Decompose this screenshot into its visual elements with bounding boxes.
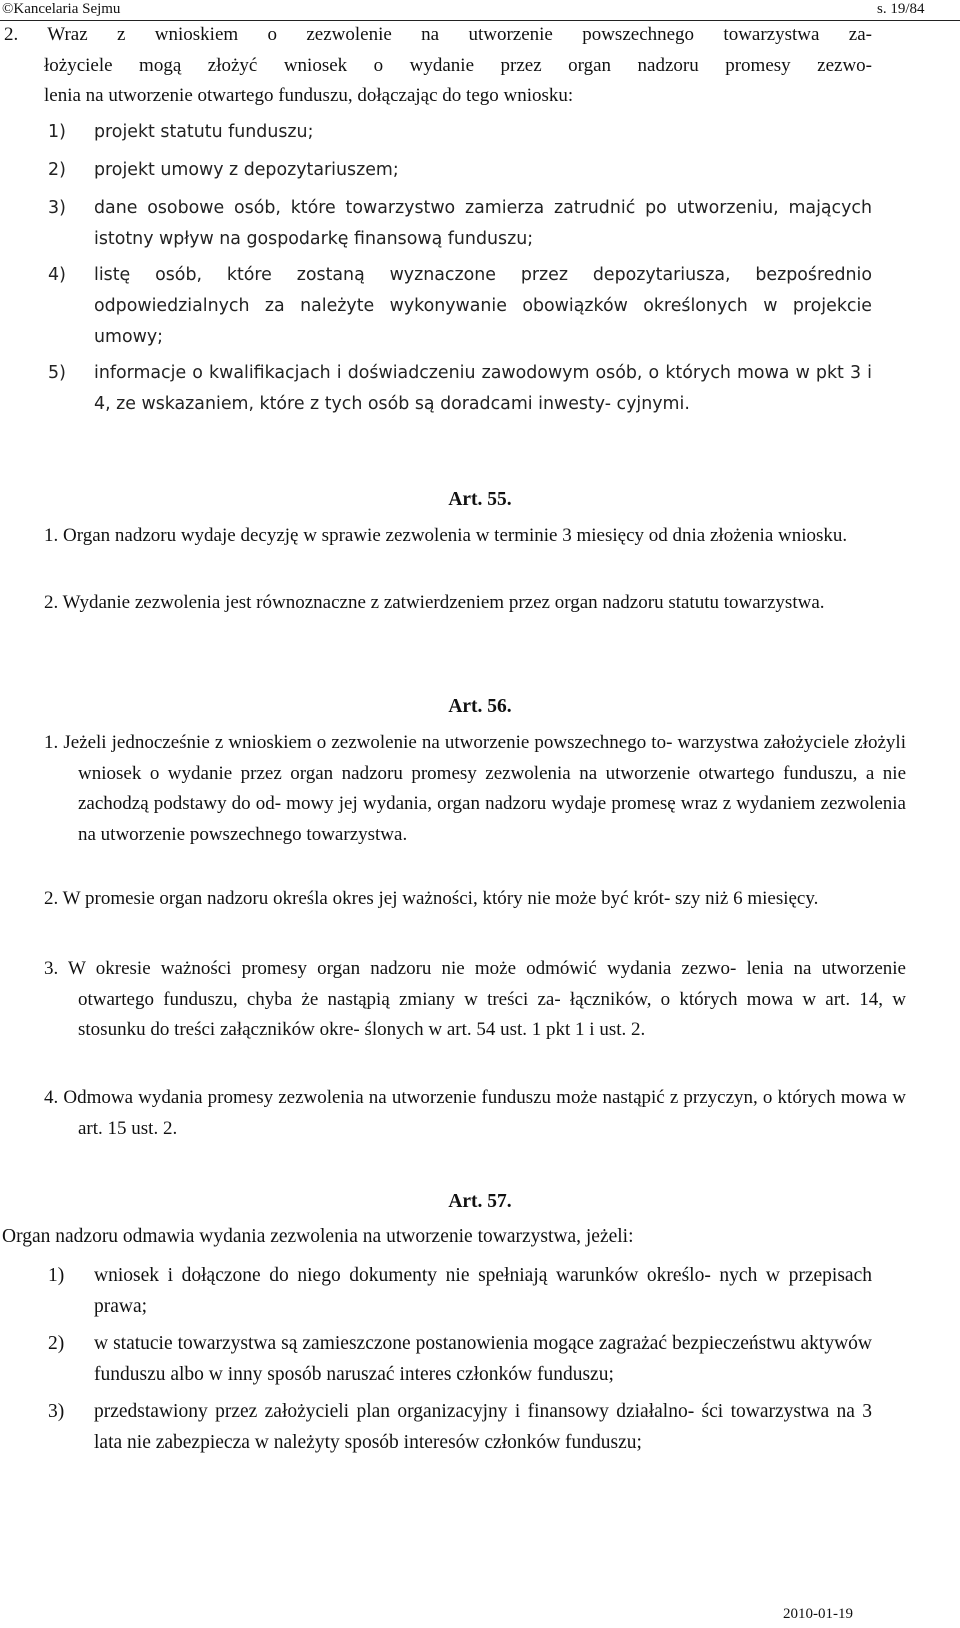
list-item: 2) projekt umowy z depozytariuszem; (48, 160, 399, 180)
list-item: 5) informacje o kwalifikacjach i doświadczeniu zawodowym osób, o których mowa w pkt 3 i 4, ze wskazaniem, które z tych osób są doradcami inwesty- cyjnymi. (48, 363, 872, 414)
list-item: 3) przedstawiony przez założycieli plan organizacyjny i finansowy działalno- ści towarzystwa na 3 lata nie zabezpiecza w należyty sposób interesów członków funduszu; (48, 1401, 872, 1453)
list-item: 2) w statucie towarzystwa są zamieszczone postanowienia mogące zagrażać bezpieczeństwu aktywów funduszu albo w inny sposób naruszać interes członków funduszu; (48, 1333, 872, 1385)
list-item: 1) projekt statutu funduszu; (48, 122, 314, 142)
list-item: 4) listę osób, które zostaną wyznaczone przez depozytariusza, bezpośrednio odpowiedzialnych za należyte wykonywanie obowiązków określonych w projekcie umowy; (48, 265, 872, 347)
art56-paragraph-2: 2. W promesie organ nadzoru określa okres jej ważności, który nie może być krót- szy niż 6 miesięcy. (44, 888, 819, 909)
intro-line-3: lenia na utworzenie otwartego funduszu, dołączając do tego wniosku: (44, 85, 574, 107)
art56-paragraph-1: 1. Jeżeli jednocześnie z wnioskiem o zezwolenie na utworzenie powszechnego to- warzystwa założyciele złożyli wniosek o wydanie przez organ nadzoru promesy zezwolenia na utworzenie otwartego funduszu, a nie zachodzą podstawy do od- mowy jej wydania, organ nadzoru wydaje promesę wraz z wydaniem zezwolenia na utworzenie powszechnego towarzystwa. (44, 732, 906, 845)
refusal-conditions-list (48, 1260, 872, 1458)
attachments-list (48, 117, 872, 420)
art55-paragraph-2: 2. Wydanie zezwolenia jest równoznaczne z zatwierdzeniem przez organ nadzoru statutu towarzystwa. (44, 592, 825, 613)
list-item: 1) wniosek i dołączone do niego dokumenty nie spełniają warunków określo- nych w przepisach prawa; (48, 1265, 872, 1317)
article-heading: Art. 57. (448, 1191, 512, 1212)
art57-lead: Organ nadzoru odmawia wydania zezwolenia na utworzenie towarzystwa, jeżeli: (2, 1226, 634, 1247)
art56-paragraph-4: 4. Odmowa wydania promesy zezwolenia na utworzenie funduszu może nastąpić z przyczyn, o których mowa w art. 15 ust. 2. (44, 1087, 906, 1139)
paragraph-number: 2. (4, 24, 19, 45)
art56-paragraph-3: 3. W okresie ważności promesy organ nadzoru nie może odmówić wydania zezwo- lenia na utworzenie otwartego funduszu, chyba że nastąpią zmiany w treści za- łączników, o których mowa w art. 14, w stosunku do treści załączników okre- ślonych w art. 54 ust. 1 pkt 1 i ust. 2. (44, 958, 906, 1041)
paragraph-2-intro (4, 20, 872, 112)
art55-paragraph-1: 1. Organ nadzoru wydaje decyzję w sprawie zezwolenia w terminie 3 miesięcy od dnia złożenia wniosku. (44, 525, 848, 546)
page-header-source: ©Kancelaria Sejmu (2, 1, 121, 17)
article-heading: Art. 55. (448, 489, 512, 510)
article-heading: Art. 56. (448, 696, 512, 717)
intro-line-1: 2. Wraz z wnioskiem o zezwolenie na utworzenie powszechnego towarzystwa za- (4, 24, 872, 45)
intro-line-2: łożyciele mogą złożyć wniosek o wydanie przez organ nadzoru promesy zezwo- (44, 54, 872, 76)
page-number: s. 19/84 (877, 1, 925, 17)
list-item: 3) dane osobowe osób, które towarzystwo zamierza zatrudnić po utworzeniu, mających istotny wpływ na gospodarkę finansową funduszu; (48, 198, 872, 249)
footer-date: 2010-01-19 (783, 1606, 853, 1622)
